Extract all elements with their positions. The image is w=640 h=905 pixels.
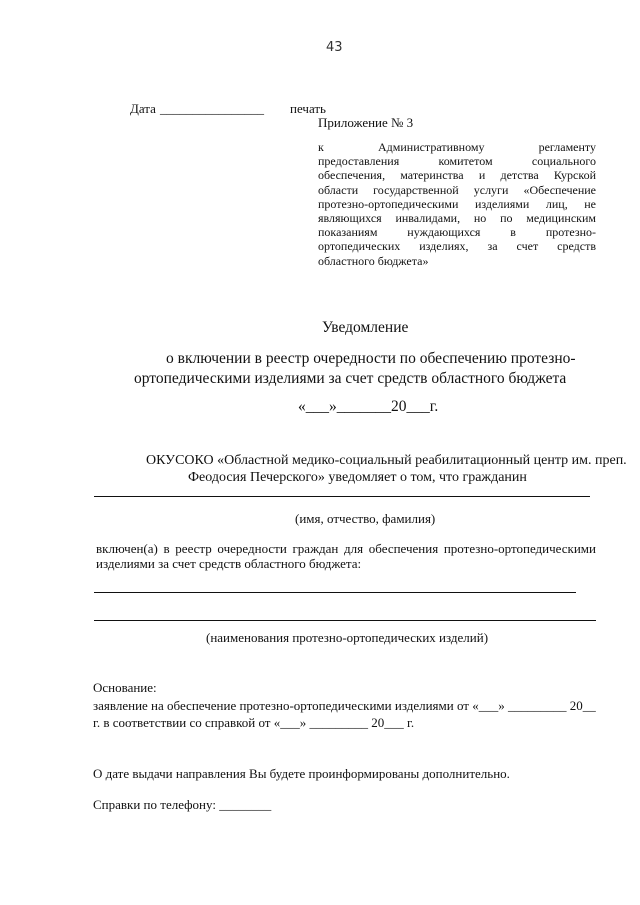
appendix-line: показаниям нуждающихся в протезно- [318,225,596,240]
appendix-line: обеспечения, материнства и детства Курской [318,168,596,183]
phone-info: Справки по телефону: ________ [93,797,272,812]
name-caption: (имя, отчество, фамилия) [295,511,436,526]
items-blank-line-1 [94,592,576,593]
basis-line-1: заявление на обеспечение протезно-ортопедическими изделиями от «___» _________ 20__ [93,698,596,713]
appendix-block [318,140,596,268]
notice-heading: Уведомление [322,319,409,336]
included-line-2: изделиями за счет средств областного бюджета: [96,556,362,571]
basis-label: Основание: [93,680,157,695]
org-line-2: Феодосия Печерского» уведомляет о том, что гражданин [188,470,527,485]
issue-note: О дате выдачи направления Вы будете проинформированы дополнительно. [93,766,510,781]
date-label: Дата [130,101,156,116]
basis-line-2: г. в соответствии со справкой от «___» _________ 20___ г. [93,715,415,730]
items-blank-line-2 [94,620,596,621]
appendix-line: предоставления комитетом социального [318,154,596,169]
notice-subtitle-line1: о включении в реестр очередности по обеспечению протезно- [166,350,576,367]
appendix-line: области государственной услуги «Обеспечение [318,182,596,197]
appendix-line-last: областного бюджета» [318,253,429,268]
items-caption: (наименования протезно-ортопедических изделий) [206,630,489,645]
page-number: 43 [326,40,343,55]
appendix-line: к Административному регламенту [318,140,596,154]
notice-date-line: «___»_______20___г. [298,398,439,415]
appendix-title: Приложение № 3 [318,115,414,130]
appendix-line: протезно-ортопедическими изделиями лиц, не [318,196,596,211]
notice-subtitle-line2: ортопедическими изделиями за счет средств областного бюджета [134,370,567,387]
org-line-1: ОКУСОКО «Областной медико-социальный реабилитационный центр им. преп. [146,453,627,468]
name-blank-line [94,496,590,497]
appendix-line: ортопедических изделиях, за счет средств [318,239,596,254]
stamp-label: печать [290,101,326,116]
appendix-line: являющихся инвалидами, но по медицинским [318,211,596,226]
date-blank: ________________ [160,101,264,116]
included-line-1: включен(а) в реестр очередности граждан для обеспечения протезно-ортопедическими [96,541,596,556]
